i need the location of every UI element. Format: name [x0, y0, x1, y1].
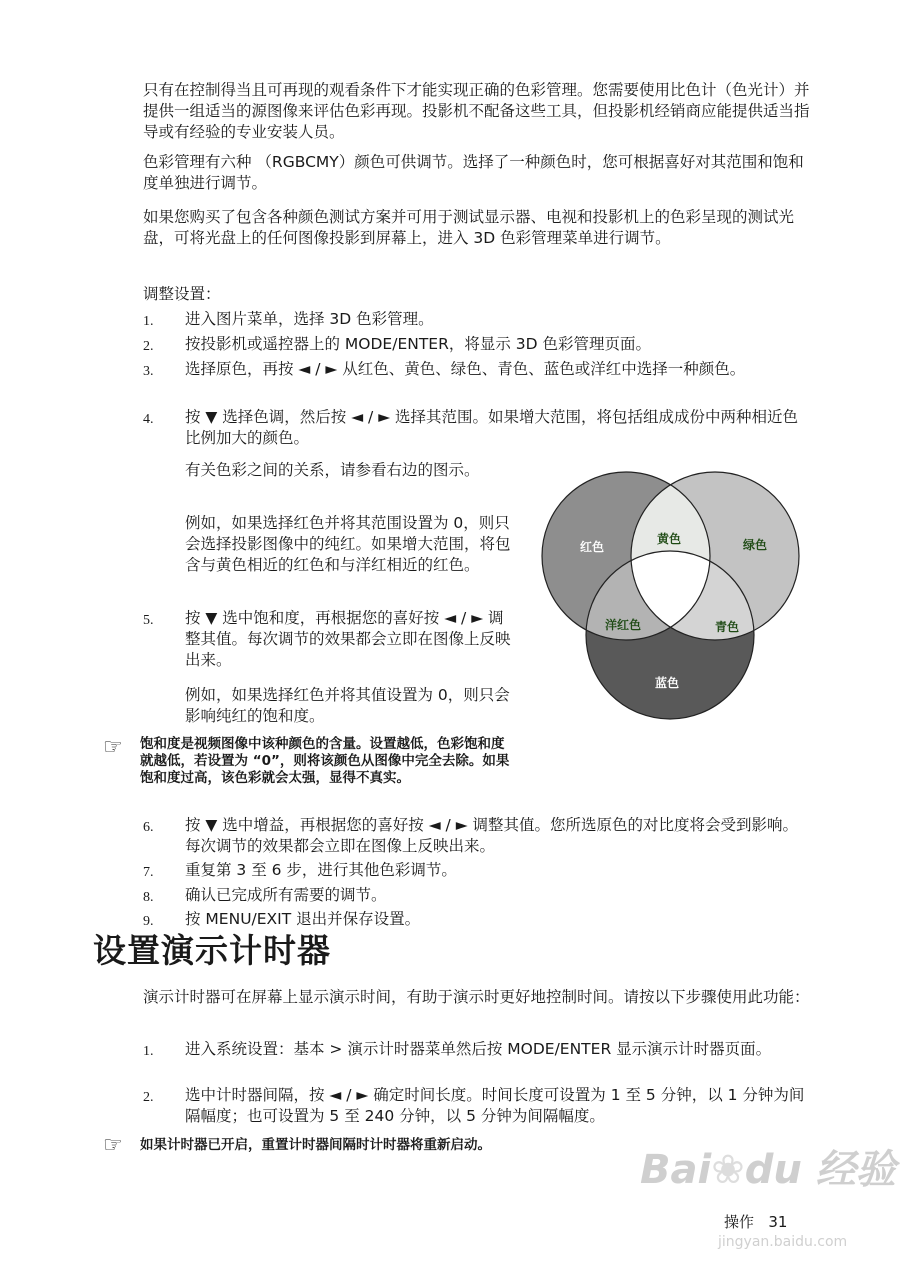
section-title: 设置演示计时器	[93, 931, 331, 970]
label-magenta: 洋红色	[605, 618, 642, 632]
step-number: 1.	[143, 314, 154, 329]
label-green: 绿色	[743, 538, 768, 552]
step-number: 9.	[143, 914, 154, 929]
intro-paragraph: 色彩管理有六种 （RGBCMY）颜色可供调节。选择了一种颜色时，您可根据喜好对其范围和饱和度单独进行调节。	[143, 153, 804, 192]
step-text: 按 MENU/EXIT 退出并保存设置。	[185, 910, 421, 928]
step-number: 2.	[143, 339, 154, 354]
step-text: 进入系统设置：基本 > 演示计时器菜单然后按 MODE/ENTER 显示演示计时器页面。	[185, 1040, 772, 1058]
label-blue: 蓝色	[655, 676, 680, 690]
step-number: 4.	[143, 412, 154, 427]
label-red: 红色	[580, 540, 605, 554]
label-cyan: 青色	[715, 620, 740, 634]
step-text: 选择原色，再按 ◄ / ► 从红色、黄色、绿色、青色、蓝色或洋红中选择一种颜色。	[185, 360, 746, 378]
label-yellow: 黄色	[657, 532, 682, 546]
steps-heading: 调整设置：	[143, 285, 221, 303]
baidu-jingyan-watermark-logo: Bai❀du 经验	[640, 1147, 896, 1193]
step-text: 有关色彩之间的关系，请参看右边的图示。	[185, 461, 480, 479]
note-text: 饱和度是视频图像中该种颜色的含量。设置越低，色彩饱和度就越低，若设置为 “0”，则将该颜色从图像中完全去除。如果饱和度过高，该色彩就会太强，显得不真实。	[140, 736, 510, 786]
step-text: 选中计时器间隔，按 ◄ / ► 确定时间长度。时间长度可设置为 1 至 5 分钟，以 1 分钟为间隔幅度；也可设置为 5 至 240 分钟，以 5 分钟为间隔幅度。	[185, 1086, 805, 1125]
note-hand-icon: ☞	[103, 1133, 123, 1158]
step-text: 确认已完成所有需要的调节。	[185, 886, 387, 904]
footer-section: 操作	[724, 1213, 755, 1231]
color-venn-diagram	[530, 465, 820, 730]
watermark-url: jingyan.baidu.com	[718, 1234, 848, 1250]
page-footer	[724, 1212, 787, 1233]
step-text: 重复第 3 至 6 步，进行其他色彩调节。	[185, 861, 457, 879]
intro-paragraph: 只有在控制得当且可再现的观看条件下才能实现正确的色彩管理。您需要使用比色计（色光计）并提供一组适当的源图像来评估色彩再现。投影机不配备这些工具，但投影机经销商应能提供适当指导或有经验的专业安装人员。	[143, 81, 810, 141]
page-number: 31	[768, 1213, 788, 1231]
note-text: 如果计时器已开启，重置计时器间隔时计时器将重新启动。	[140, 1137, 491, 1153]
step-number: 6.	[143, 820, 154, 835]
step-text: 按 ▼ 选中饱和度，再根据您的喜好按 ◄ / ► 调整其值。每次调节的效果都会立即在图像上反映出来。	[185, 609, 511, 669]
step-number: 1.	[143, 1044, 154, 1059]
note-hand-icon: ☞	[103, 735, 123, 760]
step-number: 5.	[143, 613, 154, 628]
step-number: 8.	[143, 890, 154, 905]
section-intro: 演示计时器可在屏幕上显示演示时间，有助于演示时更好地控制时间。请按以下步骤使用此功能：	[143, 988, 810, 1006]
step-text: 例如，如果选择红色并将其范围设置为 0，则只会选择投影图像中的纯红。如果增大范围，将包含与黄色相近的红色和与洋红相近的红色。	[185, 514, 511, 574]
step-number: 7.	[143, 865, 154, 880]
step-text: 进入图片菜单，选择 3D 色彩管理。	[185, 310, 434, 328]
intro-paragraph: 如果您购买了包含各种颜色测试方案并可用于测试显示器、电视和投影机上的色彩呈现的测试光盘，可将光盘上的任何图像投影到屏幕上，进入 3D 色彩管理菜单进行调节。	[143, 208, 795, 247]
step-text: 按 ▼ 选中增益，再根据您的喜好按 ◄ / ► 调整其值。您所选原色的对比度将会受到影响。每次调节的效果都会立即在图像上反映出来。	[185, 816, 799, 855]
step-text: 按 ▼ 选择色调，然后按 ◄ / ► 选择其范围。如果增大范围，将包括组成成份中两种相近色比例加大的颜色。	[185, 408, 799, 447]
step-number: 2.	[143, 1090, 154, 1105]
step-number: 3.	[143, 364, 154, 379]
step-text: 按投影机或遥控器上的 MODE/ENTER，将显示 3D 色彩管理页面。	[185, 335, 652, 353]
step-text: 例如，如果选择红色并将其值设置为 0，则只会影响纯红的饱和度。	[185, 686, 510, 725]
